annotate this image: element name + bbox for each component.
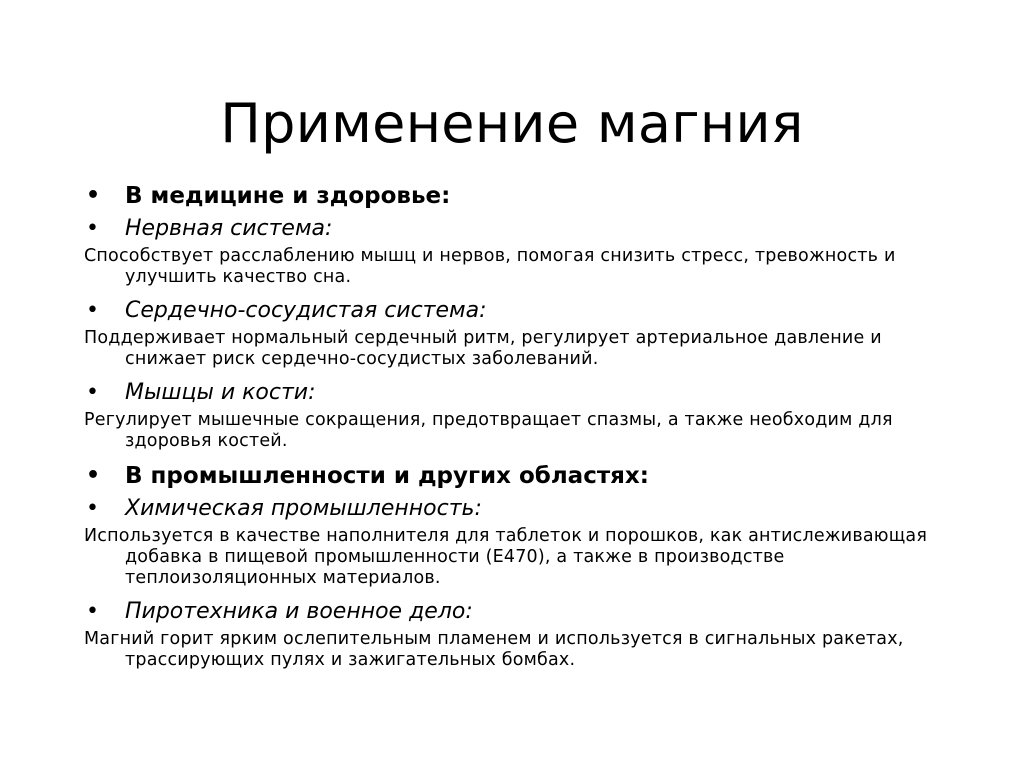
bullet-icon: •: [86, 463, 101, 488]
bullet-icon: •: [86, 599, 99, 624]
subsection-label-text: Химическая промышленность:: [125, 496, 482, 521]
section-heading-medicine: [84, 180, 954, 212]
bullet-icon: •: [86, 496, 99, 521]
subsection-description: Поддерживает нормальный сердечный ритм, регулирует артериальное давление и снижает риск сердечно-сосудистых заболеваний.: [84, 328, 882, 369]
bullet-icon: •: [86, 183, 101, 208]
subsection-description: Способствует расслаблению мышц и нервов, помогая снизить стресс, тревожность и улучшить качество сна.: [84, 246, 896, 287]
section-heading-text: В промышленности и других областях:: [125, 463, 649, 489]
subsection-label-text: Пиротехника и военное дело:: [125, 599, 473, 624]
section-heading-industry: [84, 460, 954, 492]
subsection-label: [84, 378, 954, 408]
subsection-description: Регулирует мышечные сокращения, предотвращает спазмы, а также необходим для здоровья костей.: [84, 410, 893, 451]
subsection-label: [84, 494, 954, 524]
slide-content: [84, 180, 954, 679]
subsection-label-text: Мышцы и кости:: [125, 380, 316, 405]
subsection-description: Магний горит ярким ослепительным пламенем и используется в сигнальных ракетах, трассирующих пулях и зажигательных бомбах.: [84, 629, 904, 670]
subsection-label: [84, 296, 954, 326]
subsection-label-text: Нервная система:: [125, 216, 333, 241]
bullet-icon: •: [86, 298, 99, 323]
slide-title: Применение магния: [220, 92, 804, 155]
bullet-icon: •: [86, 380, 99, 405]
subsection-label: [84, 214, 954, 244]
subsection-description: Используется в качестве наполнителя для таблеток и порошков, как антислеживающая добавка в пищевой промышленности (E470), а также в производстве теплоизоляционных материалов.: [84, 526, 928, 588]
subsection-label: [84, 597, 954, 627]
subsection-label-text: Сердечно-сосудистая система:: [125, 298, 487, 323]
section-heading-text: В медицине и здоровье:: [125, 183, 451, 209]
bullet-icon: •: [86, 216, 99, 241]
